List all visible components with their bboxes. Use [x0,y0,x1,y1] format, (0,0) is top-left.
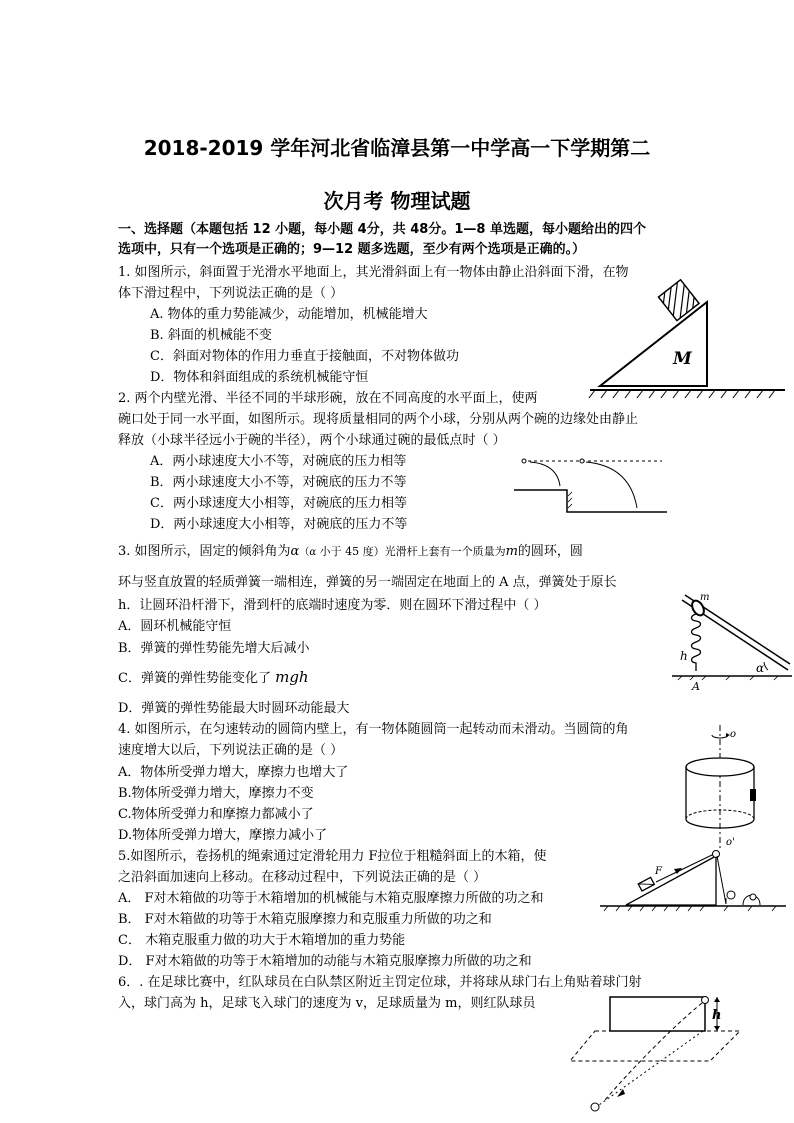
q1-option-a: A. 物体的重力势能减少，动能增加，机械能增大 [150,307,428,322]
q5-option-c: C． 木箱克服重力做的功大于木箱增加的重力势能 [118,933,406,948]
paper-title-line2: 次月考 物理试题 [323,189,471,213]
q3-stem-line2: 环与竖直放置的轻质弹簧一端相连，弹簧的另一端固定在地面上的 A 点，弹簧处于原长 [118,575,617,590]
q5-winch-figure [598,848,788,913]
q3-stem-part-c: （ [299,547,310,558]
q3-option-a: A．圆环机械能守恒 [118,619,232,634]
q5-option-b: B． F对木箱做的功等于木箱克服摩擦力和克服重力所做的功之和 [118,912,492,927]
q2-option-c: C．两小球速度大小相等，对碗底的压力相等 [150,496,407,511]
q3-alpha-symbol: α [290,544,300,559]
q5-figure-label-f: F [655,866,662,877]
section-header-line1: 一、选择题（本题包括 12 小题，每小题 4分，共 48分。1—8 单选题，每小题给出的四个 [118,222,646,237]
q3-stem-line3: h．让圆环沿杆滑下，滑到杆的底端时速度为零．则在圆环下滑过程中（ ） [118,598,547,613]
section-header-line2: 选项中，只有一个选项是正确的；9—12 题多选题，至少有两个选项是正确的。） [118,242,586,257]
q4-stem-line2: 速度增大以后，下列说法正确的是（ ） [118,743,344,758]
q1-option-d: D．物体和斜面组成的系统机械能守恒 [150,370,369,385]
q1-stem-line2: 体下滑过程中，下列说法正确的是（ ） [118,286,344,301]
q3-option-b: B．弹簧的弹性势能先增大后减小 [118,641,310,656]
q3-option-c-formula: mgh [275,668,309,686]
q3-alpha-symbol-2: α [309,547,317,558]
q3-figure-label-m: m [700,592,710,603]
q3-figure-label-alpha: α [756,661,765,675]
q1-incline-figure [585,282,785,402]
q2-option-a: A．两小球速度大小不等，对碗底的压力相等 [150,454,407,469]
q1-option-b: B. 斜面的机械能不变 [150,328,272,343]
q4-option-d: D.物体所受弹力增大，摩擦力减小了 [118,828,328,843]
q4-option-b: B.物体所受弹力增大，摩擦力不变 [118,786,314,801]
q5-stem-line1: 5.如图所示，卷扬机的绳索通过定滑轮用力 F拉位于粗糙斜面上的木箱，使 [118,849,547,864]
q4-stem-line1: 4. 如图所示，在匀速转动的圆筒内壁上，有一物体随圆筒一起转动而未滑动。当圆筒的角 [118,722,629,737]
q5-option-d: D． F对木箱做的功等于木箱增加的动能与木箱克服摩擦力所做的功之和 [118,954,532,969]
q2-option-d: D．两小球速度大小相等，对碗底的压力不等 [150,517,408,532]
q4-option-a: A．物体所受弹力增大，摩擦力也增大了 [118,765,349,780]
q6-stem-line1: 6．. 在足球比赛中，红队球员在白队禁区附近主罚定位球，并将球从球门右上角贴着球门射 [118,975,642,990]
q4-option-c: C.物体所受弹力和摩擦力都减小了 [118,807,314,822]
q4-figure-label-o-prime: o' [726,837,735,848]
q6-goal-figure [565,995,765,1120]
q4-figure-label-o: o [730,729,737,740]
q1-option-c: C．斜面对物体的作用力垂直于接触面，不对物体做功 [150,349,459,364]
q3-figure-label-a: A [692,680,700,693]
q5-stem-line2: 之沿斜面加速向上移动。在移动过程中，下列说法正确的是（ ） [118,870,487,885]
q6-figure-label-h: h [712,1008,722,1023]
q4-cylinder-figure [682,723,782,853]
q3-stem-part-e: 小于 45 度）光滑杆上套有一个质量为 [316,545,506,558]
paper-title-line1: 2018-2019 学年河北省临漳县第一中学高一下学期第二 [143,136,651,160]
q6-stem-line2: 入，球门高为 h，足球飞入球门的速度为 v，足球质量为 m，则红队球员 [118,996,536,1011]
q3-stem-part-a: 3. 如图所示，固定的倾斜角为 [118,544,291,559]
q1-stem-line1: 1. 如图所示，斜面置于光滑水平地面上，其光滑斜面上有一物体由静止沿斜面下滑，在物 [118,265,629,280]
q3-option-d: D．弹簧的弹性势能最大时圆环动能最大 [118,701,350,716]
q2-stem-line3: 释放（小球半径远小于碗的半径），两个小球通过碗的最低点时（ ） [118,433,506,448]
q1-figure-label-m: M [673,349,692,369]
q3-mass-symbol: m [505,544,518,559]
q3-rod-spring-figure [670,590,794,695]
q3-figure-label-h: h [680,649,688,663]
q3-stem-line1 [118,542,583,563]
q2-stem-line1: 2. 两个内壁光滑、半径不同的半球形碗，放在不同高度的水平面上，使两 [118,391,538,406]
q3-option-c-text: C．弹簧的弹性势能变化了 [118,671,276,686]
q2-option-b: B．两小球速度大小不等，对碗底的压力不等 [150,475,407,490]
q2-stem-line2: 碗口处于同一水平面，如图所示。现将质量相同的两个小球，分别从两个碗的边缘处由静止 [118,412,639,427]
q3-stem-part-g: 的圆环，圆 [517,544,583,559]
q2-bowls-figure [512,452,672,522]
q3-option-c [118,667,309,689]
q5-option-a: A． F对木箱做的功等于木箱增加的机械能与木箱克服摩擦力所做的功之和 [118,891,544,906]
